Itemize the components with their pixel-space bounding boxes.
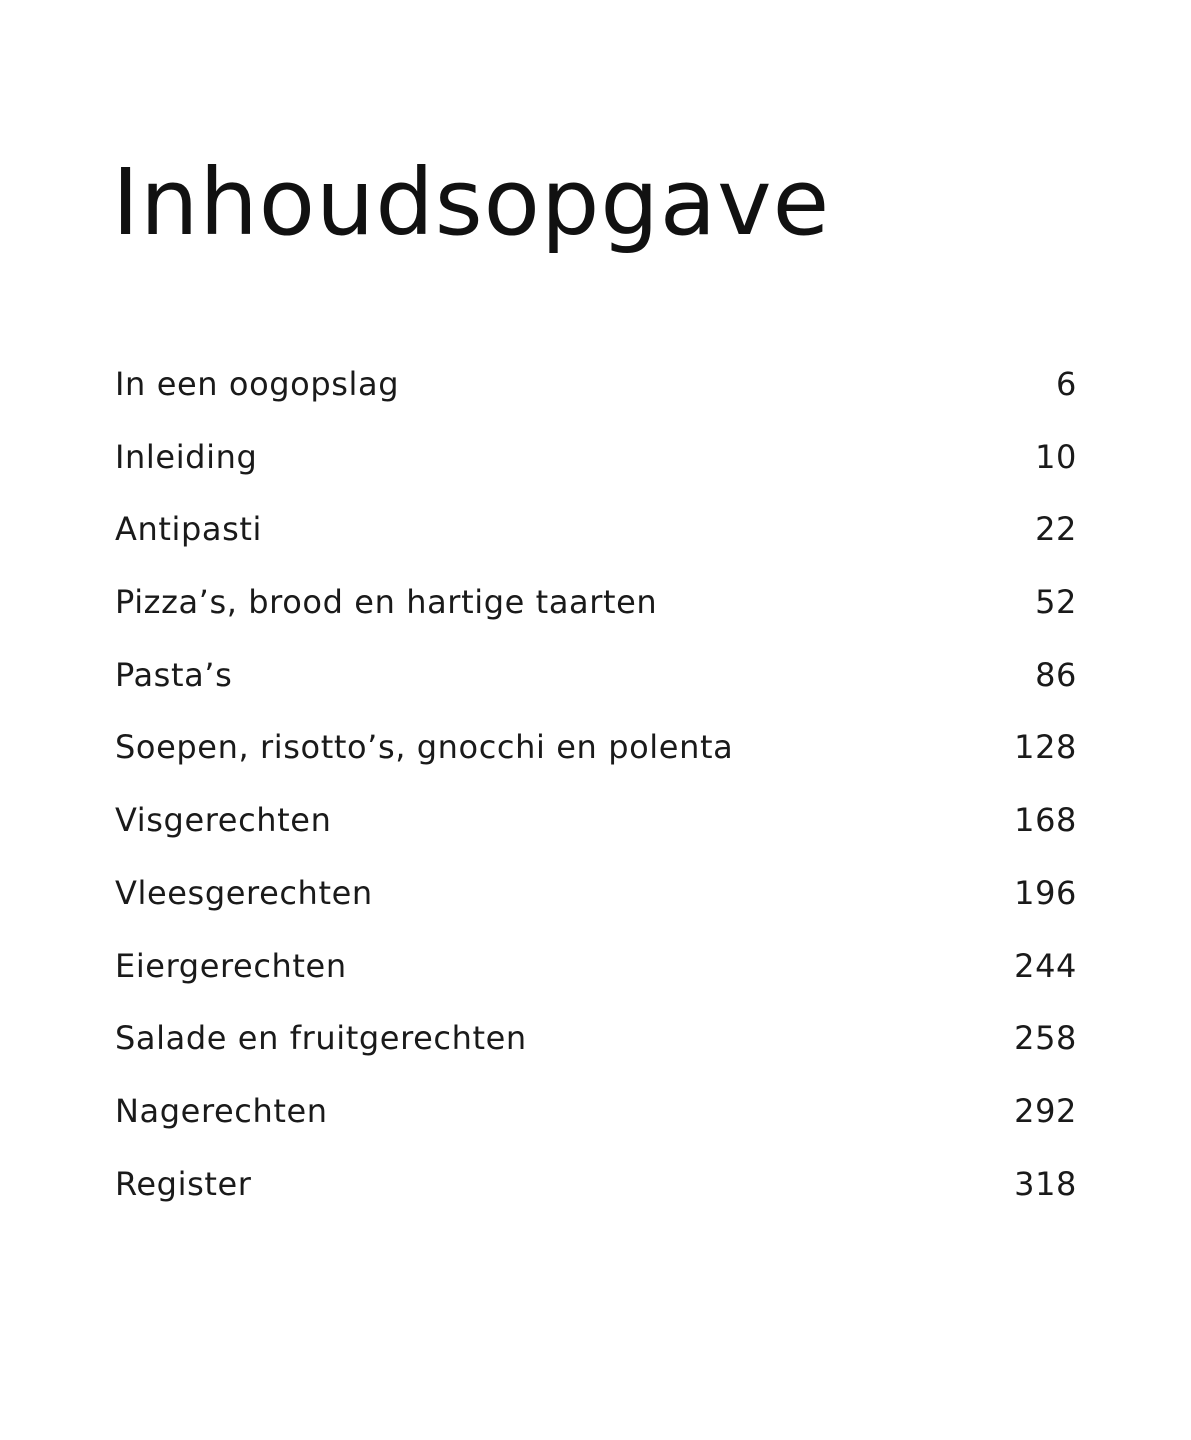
toc-entry-page: 6: [1056, 365, 1077, 403]
toc-entry-page: 22: [1035, 510, 1077, 549]
toc-entry-label: Soepen, risotto’s, gnocchi en polenta: [115, 728, 734, 767]
toc-entry: [115, 356, 1077, 429]
toc-entry-page: 318: [1014, 1164, 1077, 1203]
table-of-contents: [115, 356, 1077, 1228]
toc-entry-page: 52: [1035, 583, 1077, 622]
toc-entry-page: 244: [1014, 946, 1077, 985]
toc-entry-label: Pasta’s: [115, 655, 233, 694]
toc-entry-label: Register: [115, 1164, 252, 1203]
toc-entry-label: Visgerechten: [115, 801, 332, 840]
toc-entry: [115, 647, 1077, 720]
toc-entry-page: 196: [1014, 873, 1077, 912]
toc-entry: [115, 719, 1077, 792]
toc-entry-label: Salade en fruitgerechten: [115, 1019, 527, 1058]
toc-entry-label: Vleesgerechten: [115, 873, 373, 912]
toc-entry-page: 128: [1014, 728, 1077, 767]
toc-entry-label: Nagerechten: [115, 1091, 328, 1130]
toc-entry-label: Pizza’s, brood en hartige taarten: [115, 583, 658, 622]
toc-entry: [115, 938, 1077, 1011]
toc-entry-label: Antipasti: [115, 510, 263, 549]
toc-entry: [115, 1156, 1077, 1229]
toc-entry-label: In een oogopslag: [115, 365, 400, 403]
toc-entry: [115, 1083, 1077, 1156]
toc-entry-page: 292: [1014, 1091, 1077, 1130]
toc-entry: [115, 574, 1077, 647]
toc-entry-page: 86: [1035, 655, 1077, 694]
toc-entry: [115, 865, 1077, 938]
toc-entry-label: Inleiding: [115, 437, 258, 476]
toc-entry-page: 258: [1014, 1019, 1077, 1058]
toc-entry: [115, 429, 1077, 502]
page-title: Inhoudsopgave: [112, 149, 831, 256]
toc-entry-page: 168: [1014, 801, 1077, 840]
toc-entry: [115, 501, 1077, 574]
toc-entry: [115, 1010, 1077, 1083]
toc-entry-page: 10: [1035, 437, 1077, 476]
toc-entry: [115, 792, 1077, 865]
toc-entry-label: Eiergerechten: [115, 946, 347, 985]
